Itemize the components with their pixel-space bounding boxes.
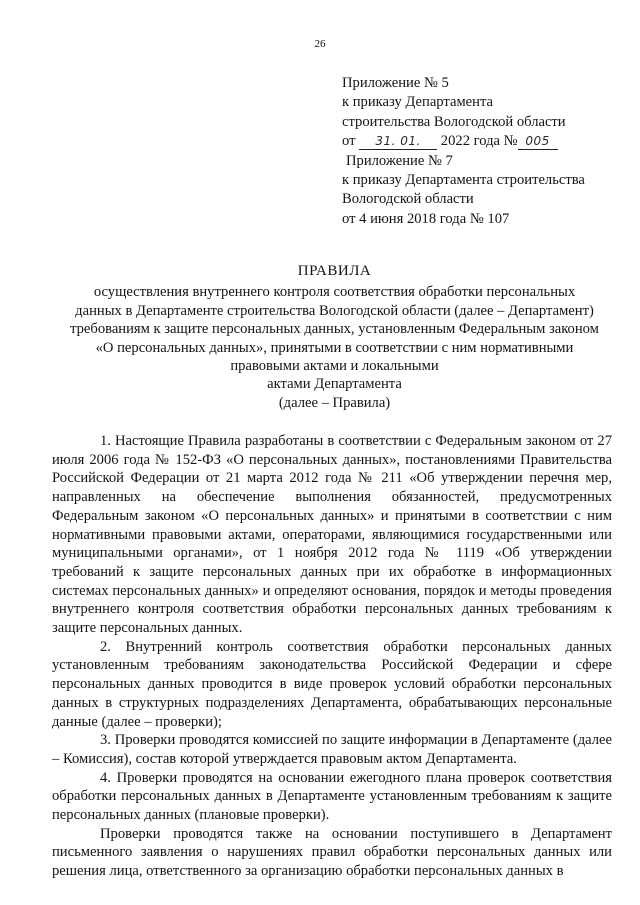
date-prefix: от: [342, 133, 356, 150]
appendix-order-ref: к приказу Департамента: [342, 94, 493, 111]
title-line: данных в Департаменте строительства Вологодской области (далее – Департамент): [75, 302, 594, 319]
date-suffix: 2022 года №: [440, 133, 518, 150]
appendix-7-date: от 4 июня 2018 года № 107: [342, 210, 510, 227]
title-main: ПРАВИЛА: [297, 263, 372, 279]
document-title: [52, 262, 617, 412]
date-blank: [359, 134, 437, 150]
appendix-department: строительства Вологодской области: [342, 113, 566, 130]
appendix-7-region: Вологодской области: [342, 191, 474, 208]
page-number: 26: [314, 38, 326, 50]
title-line: (далее – Правила): [278, 394, 391, 411]
title-line: правовыми актами и локальными: [230, 358, 439, 375]
appendix-date-line: [342, 132, 632, 151]
title-line: требованиям к защите персональных данных, установленным Федеральным законом: [70, 321, 599, 338]
handwritten-date: 31. 01.: [375, 134, 421, 149]
appendix-7-order-ref: к приказу Департамента строительства: [342, 172, 585, 189]
document-body: [52, 432, 612, 881]
title-line: актами Департамента: [267, 376, 402, 393]
paragraph-5: Проверки проводятся также на основании поступившего в Департамент письменного заявления о нарушениях правил обработки персональных данных или решения лица, ответственного за организацию обработки персональных данных в: [52, 825, 612, 880]
paragraph-4: 4. Проверки проводятся на основании ежегодного плана проверок соответствия обработки персональных данных в Департаменте установленным требованиям к защите персональных данных (плановые проверки).: [52, 769, 612, 824]
appendix-7-number: Приложение № 7: [346, 152, 453, 169]
paragraph-3: 3. Проверки проводятся комиссией по защите информации в Департаменте (далее – Комиссия), состав которой утверждается правовым актом Департамента.: [52, 732, 612, 767]
handwritten-number: 005: [525, 134, 550, 149]
paragraph-1: 1. Настоящие Правила разработаны в соответствии с Федеральным законом от 27 июля 2006 года № 152-ФЗ «О персональных данных», постановлениями Правительства Российской Федерации от 21 марта 2012 года № 211 «Об утверждении перечня мер, направленных на обеспечение выполнения обязанностей, предусмотренных Федеральным законом «О персональных данных» и принятыми в соответствии с ним нормативными правовыми актами, операторами, являющимися государственными или муниципальными органами», от 1 ноября 2012 года № 1119 «Об утверждении требований к защите персональных данных при их обработке в информационных системах персональных данных» и определяют основания, порядок и методы проведения внутреннего контроля соответствия обработки персональных данных требованиям к защите персональных данных.: [52, 433, 612, 637]
appendix-number: Приложение № 5: [342, 75, 449, 91]
paragraph-2: 2. Внутренний контроль соответствия обработки персональных данных установленным требованиям законодательства Российской Федерации и сфере персональных данных проводится в виде проверок условий обработки персональных данных в структурных подразделениях Департамента, обрабатывающих персональные данные (далее – проверки);: [52, 638, 612, 730]
appendix-header: [342, 74, 632, 229]
number-blank: [518, 134, 558, 150]
title-line: «О персональных данных», принятыми в соответствии с ним нормативными: [95, 339, 574, 356]
title-line: осуществления внутреннего контроля соответствия обработки персональных: [93, 284, 576, 301]
